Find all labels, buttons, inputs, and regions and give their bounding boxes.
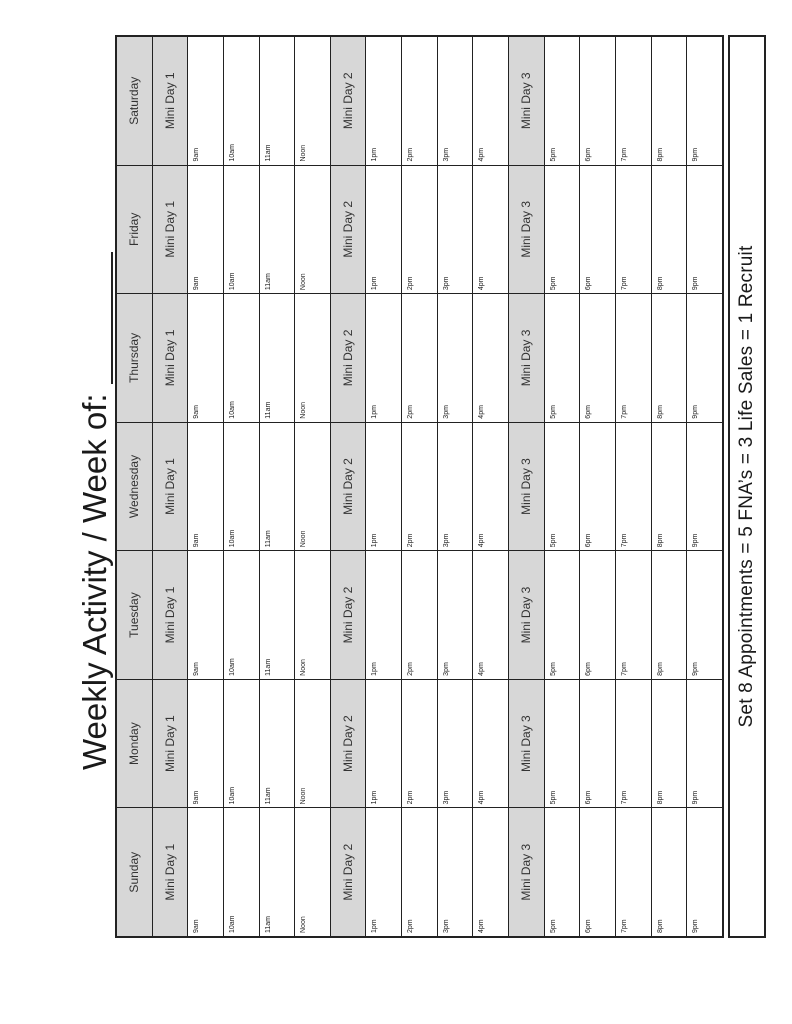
time-label: 3pm <box>442 533 450 548</box>
time-label: 9pm <box>692 533 700 548</box>
time-label: Noon <box>300 659 308 676</box>
time-slot-cell[interactable] <box>188 294 223 423</box>
time-slot-cell[interactable] <box>295 423 330 552</box>
time-label: 7pm <box>620 662 628 676</box>
time-slot-cell[interactable] <box>224 423 259 552</box>
time-label: 6pm <box>585 405 593 419</box>
time-slot-cell[interactable] <box>188 423 223 552</box>
time-slot-cell[interactable] <box>295 808 330 936</box>
time-slot-row <box>187 37 223 936</box>
time-slot-cell[interactable] <box>402 680 437 809</box>
time-label: 5pm <box>549 147 557 162</box>
time-slot-cell[interactable] <box>616 680 651 809</box>
time-label: 2pm <box>407 147 415 162</box>
time-slot-cell[interactable] <box>260 680 295 809</box>
time-label: 3pm <box>442 276 450 291</box>
mini-day-label: Mini Day 3 <box>509 294 544 423</box>
time-label: 6pm <box>585 147 593 162</box>
time-slot-cell[interactable] <box>545 551 580 680</box>
time-label: 4pm <box>478 662 486 676</box>
time-label: Noon <box>300 916 308 933</box>
time-label: 9am <box>193 919 201 933</box>
time-slot-cell[interactable] <box>188 166 223 295</box>
time-slot-cell[interactable] <box>224 680 259 809</box>
time-slot-cell[interactable] <box>545 808 580 936</box>
time-slot-cell[interactable] <box>224 551 259 680</box>
time-slot-row <box>223 37 259 936</box>
time-slot-cell[interactable] <box>616 37 651 166</box>
mini-day-label: Mini Day 2 <box>331 294 366 423</box>
time-slot-cell[interactable] <box>224 808 259 936</box>
time-label: 5pm <box>549 790 557 805</box>
time-label: 10am <box>228 272 236 291</box>
time-label: 9am <box>193 405 201 419</box>
time-slot-cell[interactable] <box>295 37 330 166</box>
time-label: 9am <box>193 147 201 162</box>
time-label: 5pm <box>549 276 557 291</box>
time-slot-row <box>472 37 508 936</box>
time-label: 10am <box>228 529 236 548</box>
mini-day-label: Mini Day 3 <box>509 423 544 552</box>
time-slot-cell[interactable] <box>260 37 295 166</box>
time-label: Noon <box>300 401 308 419</box>
time-slot-cell[interactable] <box>473 37 508 166</box>
time-slot-cell[interactable] <box>580 551 615 680</box>
time-slot-row <box>579 37 615 936</box>
time-label: 11am <box>264 787 272 805</box>
time-slot-cell[interactable] <box>687 808 722 936</box>
time-slot-cell[interactable] <box>687 166 722 295</box>
time-slot-cell[interactable] <box>260 294 295 423</box>
time-slot-cell[interactable] <box>188 551 223 680</box>
time-label: 11am <box>264 273 272 291</box>
time-label: 3pm <box>442 147 450 162</box>
time-slot-cell[interactable] <box>366 551 401 680</box>
mini-day-row <box>330 37 366 936</box>
time-label: 8pm <box>656 919 664 933</box>
time-slot-cell[interactable] <box>652 423 687 552</box>
time-slot-cell[interactable] <box>188 680 223 809</box>
time-label: 1pm <box>371 276 379 291</box>
time-slot-cell[interactable] <box>366 294 401 423</box>
time-label: 7pm <box>620 919 628 933</box>
time-label: 9pm <box>692 276 700 291</box>
time-label: 5pm <box>549 533 557 548</box>
time-label: 7pm <box>620 533 628 548</box>
time-slot-cell[interactable] <box>687 423 722 552</box>
day-header-tuesday: Tuesday <box>117 551 152 680</box>
time-slot-cell[interactable] <box>438 423 473 552</box>
time-slot-cell[interactable] <box>295 680 330 809</box>
mini-day-label: Mini Day 1 <box>153 551 188 680</box>
time-slot-cell[interactable] <box>366 680 401 809</box>
time-slot-cell[interactable] <box>652 294 687 423</box>
time-label: 1pm <box>371 147 379 162</box>
time-label: 8pm <box>656 276 664 291</box>
time-label: 5pm <box>549 405 557 419</box>
time-slot-cell[interactable] <box>545 680 580 809</box>
time-slot-cell[interactable] <box>687 680 722 809</box>
time-label: 10am <box>228 786 236 805</box>
time-slot-row <box>437 37 473 936</box>
time-slot-cell[interactable] <box>438 166 473 295</box>
time-label: Noon <box>300 273 308 291</box>
time-slot-cell[interactable] <box>260 551 295 680</box>
time-slot-cell[interactable] <box>473 294 508 423</box>
time-slot-cell[interactable] <box>545 166 580 295</box>
time-label: 10am <box>228 658 236 676</box>
mini-day-label: Mini Day 2 <box>331 680 366 809</box>
time-slot-cell[interactable] <box>224 294 259 423</box>
day-header-wednesday: Wednesday <box>117 423 152 552</box>
time-slot-row <box>686 37 722 936</box>
time-slot-cell[interactable] <box>545 294 580 423</box>
time-slot-row <box>365 37 401 936</box>
time-label: 8pm <box>656 533 664 548</box>
day-header-thursday: Thursday <box>117 294 152 423</box>
time-slot-cell[interactable] <box>295 166 330 295</box>
mini-day-label: Mini Day 1 <box>153 423 188 552</box>
time-slot-cell[interactable] <box>402 166 437 295</box>
mini-day-label: Mini Day 2 <box>331 808 366 936</box>
time-label: 5pm <box>549 919 557 933</box>
time-label: 3pm <box>442 405 450 419</box>
time-label: 3pm <box>442 790 450 805</box>
time-slot-cell[interactable] <box>366 423 401 552</box>
time-label: 4pm <box>478 533 486 548</box>
time-slot-cell[interactable] <box>402 808 437 936</box>
time-label: 2pm <box>407 276 415 291</box>
time-label: 7pm <box>620 276 628 291</box>
time-label: 1pm <box>371 919 379 933</box>
time-label: 4pm <box>478 147 486 162</box>
time-label: 9am <box>193 533 201 548</box>
time-label: 9am <box>193 790 201 805</box>
time-label: 1pm <box>371 662 379 676</box>
time-slot-cell[interactable] <box>260 808 295 936</box>
mini-day-label: Mini Day 3 <box>509 551 544 680</box>
mini-day-label: Mini Day 1 <box>153 37 188 166</box>
time-label: 2pm <box>407 919 415 933</box>
time-label: 8pm <box>656 662 664 676</box>
time-label: 1pm <box>371 405 379 419</box>
time-label: 3pm <box>442 919 450 933</box>
time-label: 2pm <box>407 405 415 419</box>
time-label: 9pm <box>692 919 700 933</box>
time-slot-cell[interactable] <box>473 166 508 295</box>
time-slot-cell[interactable] <box>616 166 651 295</box>
mini-day-label: Mini Day 3 <box>509 680 544 809</box>
time-slot-cell[interactable] <box>652 37 687 166</box>
time-slot-cell[interactable] <box>260 423 295 552</box>
mini-day-label: Mini Day 1 <box>153 808 188 936</box>
mini-day-label: Mini Day 3 <box>509 808 544 936</box>
time-label: 10am <box>228 144 236 162</box>
time-label: 2pm <box>407 790 415 805</box>
time-label: 1pm <box>371 790 379 805</box>
time-label: 2pm <box>407 533 415 548</box>
time-slot-cell[interactable] <box>188 37 223 166</box>
time-slot-cell[interactable] <box>580 37 615 166</box>
time-label: 3pm <box>442 662 450 676</box>
time-slot-cell[interactable] <box>438 680 473 809</box>
time-label: 5pm <box>549 662 557 676</box>
time-label: 9pm <box>692 790 700 805</box>
time-slot-row <box>259 37 295 936</box>
mini-day-label: Mini Day 2 <box>331 37 366 166</box>
mini-day-label: Mini Day 1 <box>153 680 188 809</box>
mini-day-label: Mini Day 2 <box>331 166 366 295</box>
time-slot-cell[interactable] <box>652 808 687 936</box>
day-header-row <box>117 37 152 936</box>
time-label: 7pm <box>620 147 628 162</box>
time-slot-row <box>401 37 437 936</box>
time-label: 6pm <box>585 919 593 933</box>
time-label: 9pm <box>692 147 700 162</box>
mini-day-row <box>508 37 544 936</box>
time-slot-cell[interactable] <box>224 37 259 166</box>
time-slot-cell[interactable] <box>652 166 687 295</box>
mini-day-label: Mini Day 3 <box>509 37 544 166</box>
time-slot-row <box>615 37 651 936</box>
goal-footer: Set 8 Appointments = 5 FNA’s = 3 Life Sales = 1 Recruit <box>728 35 766 938</box>
mini-day-label: Mini Day 2 <box>331 423 366 552</box>
time-label: 4pm <box>478 276 486 291</box>
time-slot-cell[interactable] <box>616 294 651 423</box>
time-slot-cell[interactable] <box>687 37 722 166</box>
time-label: 6pm <box>585 662 593 676</box>
time-slot-cell[interactable] <box>402 37 437 166</box>
time-slot-cell[interactable] <box>687 294 722 423</box>
time-label: 11am <box>264 916 272 933</box>
time-slot-cell[interactable] <box>616 551 651 680</box>
mini-day-label: Mini Day 2 <box>331 551 366 680</box>
time-label: Noon <box>300 144 308 162</box>
time-label: Noon <box>300 787 308 805</box>
time-slot-cell[interactable] <box>580 808 615 936</box>
time-label: 4pm <box>478 919 486 933</box>
time-slot-cell[interactable] <box>473 808 508 936</box>
time-label: 9am <box>193 662 201 676</box>
time-label: 11am <box>264 144 272 162</box>
time-slot-row <box>294 37 330 936</box>
time-slot-cell[interactable] <box>616 808 651 936</box>
time-slot-cell[interactable] <box>687 551 722 680</box>
time-label: 9am <box>193 276 201 291</box>
time-slot-cell[interactable] <box>473 423 508 552</box>
day-header-saturday: Saturday <box>117 37 152 166</box>
time-label: 4pm <box>478 405 486 419</box>
time-slot-cell[interactable] <box>402 551 437 680</box>
time-label: 1pm <box>371 533 379 548</box>
time-slot-cell[interactable] <box>580 166 615 295</box>
time-label: Noon <box>300 530 308 548</box>
schedule-grid <box>115 35 724 938</box>
day-header-monday: Monday <box>117 680 152 809</box>
time-label: 6pm <box>585 790 593 805</box>
mini-day-row <box>152 37 188 936</box>
time-label: 6pm <box>585 276 593 291</box>
time-slot-cell[interactable] <box>580 294 615 423</box>
time-slot-cell[interactable] <box>473 680 508 809</box>
time-slot-cell[interactable] <box>580 680 615 809</box>
time-slot-cell[interactable] <box>580 423 615 552</box>
time-slot-cell[interactable] <box>545 423 580 552</box>
time-slot-cell[interactable] <box>438 37 473 166</box>
time-label: 9pm <box>692 662 700 676</box>
time-slot-cell[interactable] <box>366 37 401 166</box>
time-slot-cell[interactable] <box>366 166 401 295</box>
time-label: 8pm <box>656 405 664 419</box>
page-title: Weekly Activity / Week of: <box>76 393 113 770</box>
time-slot-cell[interactable] <box>473 551 508 680</box>
time-label: 2pm <box>407 662 415 676</box>
time-slot-cell[interactable] <box>616 423 651 552</box>
day-header-sunday: Sunday <box>117 808 152 936</box>
time-slot-cell[interactable] <box>224 166 259 295</box>
time-slot-row <box>651 37 687 936</box>
time-label: 10am <box>228 915 236 933</box>
time-slot-cell[interactable] <box>438 808 473 936</box>
time-label: 4pm <box>478 790 486 805</box>
time-slot-cell[interactable] <box>652 680 687 809</box>
time-slot-cell[interactable] <box>295 551 330 680</box>
mini-day-label: Mini Day 1 <box>153 294 188 423</box>
time-slot-cell[interactable] <box>260 166 295 295</box>
time-slot-cell[interactable] <box>438 294 473 423</box>
time-slot-cell[interactable] <box>402 423 437 552</box>
time-label: 9pm <box>692 405 700 419</box>
time-label: 11am <box>264 530 272 548</box>
time-label: 7pm <box>620 790 628 805</box>
time-slot-cell[interactable] <box>652 551 687 680</box>
mini-day-label: Mini Day 3 <box>509 166 544 295</box>
time-slot-cell[interactable] <box>402 294 437 423</box>
week-of-blank-line <box>111 252 113 384</box>
time-label: 10am <box>228 401 236 419</box>
time-slot-cell[interactable] <box>295 294 330 423</box>
time-label: 7pm <box>620 405 628 419</box>
time-label: 6pm <box>585 533 593 548</box>
day-header-friday: Friday <box>117 166 152 295</box>
time-slot-row <box>544 37 580 936</box>
time-slot-cell[interactable] <box>545 37 580 166</box>
time-slot-cell[interactable] <box>438 551 473 680</box>
time-label: 11am <box>264 658 272 676</box>
time-slot-cell[interactable] <box>366 808 401 936</box>
time-slot-cell[interactable] <box>188 808 223 936</box>
time-label: 11am <box>264 401 272 419</box>
mini-day-label: Mini Day 1 <box>153 166 188 295</box>
time-label: 8pm <box>656 147 664 162</box>
time-label: 8pm <box>656 790 664 805</box>
